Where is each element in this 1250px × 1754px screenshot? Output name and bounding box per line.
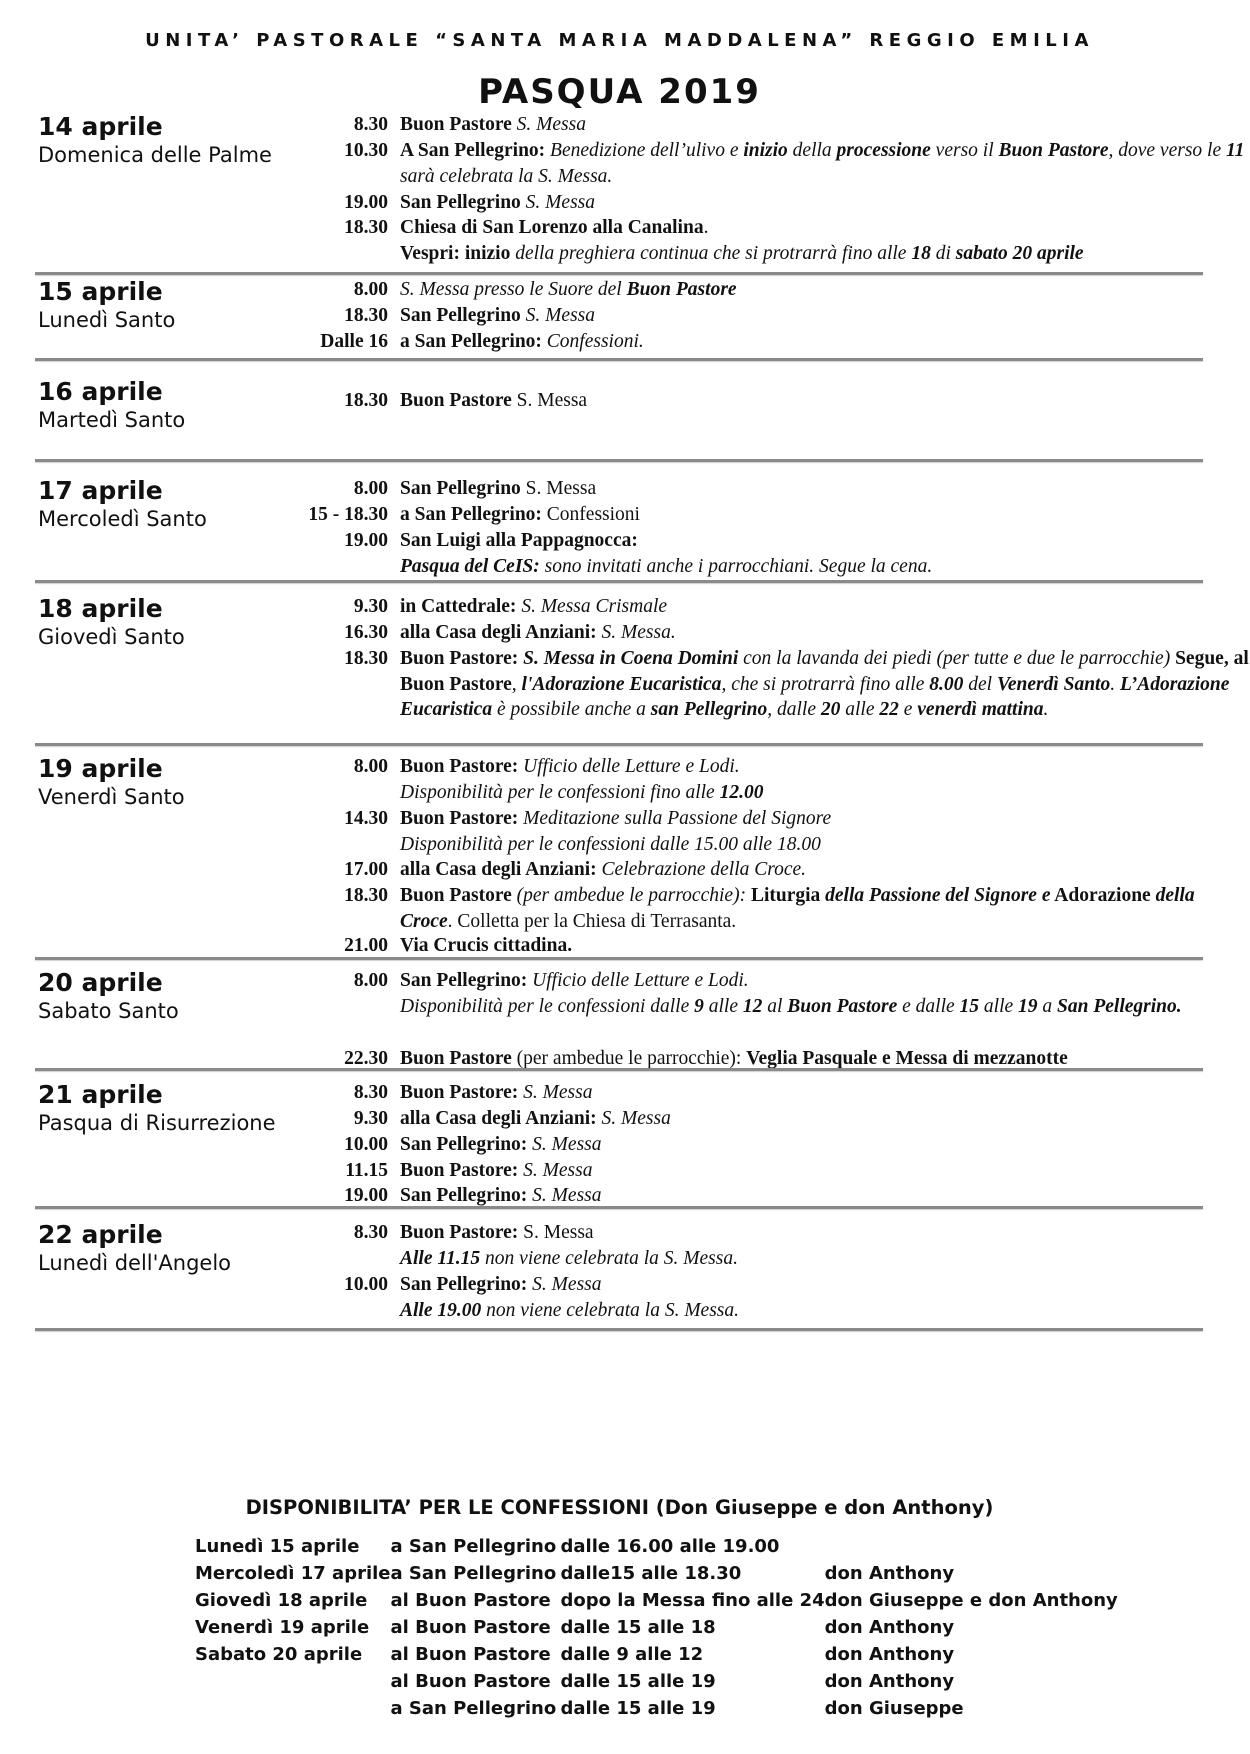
confession-priest: don Anthony: [824, 1563, 955, 1584]
entry-text-part: S. Messa: [520, 478, 597, 499]
entry-text-part: .: [1043, 699, 1049, 720]
section-divider: [35, 1068, 1203, 1071]
confession-hours: dalle 16.00 alle 19.00: [560, 1536, 780, 1557]
day-date: 16 aprile: [38, 377, 163, 406]
entry-time: 11.15: [345, 1160, 388, 1181]
confession-day: Mercoledì 17 aprile: [195, 1563, 391, 1584]
day-date: 18 aprile: [38, 594, 163, 623]
entry-text-part: Buon Pastore:: [400, 808, 519, 829]
entry-text-part: Buon Pastore: [400, 885, 512, 906]
day-date: 22 aprile: [38, 1220, 163, 1249]
entry-text-part: Liturgia: [746, 885, 821, 906]
confession-hours: dalle 15 alle 19: [560, 1698, 716, 1719]
entry-text-part: S. Messa: [518, 1222, 594, 1243]
entry-text: [400, 112, 1250, 138]
schedule-entry: [35, 646, 1249, 723]
entry-text-part: S. Messa Crismale: [516, 596, 668, 617]
day-date: 21 aprile: [38, 1080, 163, 1109]
section-divider: [35, 1328, 1203, 1331]
entry-text-part: Ufficio delle Letture e Lodi.: [518, 756, 740, 777]
schedule-entry: [35, 1246, 1205, 1272]
entry-time: 16.30: [344, 622, 388, 643]
entry-text-part: 8.00: [929, 673, 964, 695]
schedule-entry: [35, 832, 1205, 858]
schedule-entry: [35, 1106, 1205, 1132]
entry-text: [400, 1272, 1250, 1298]
entry-text-part: S. Messa: [518, 1160, 593, 1181]
confession-day: Sabato 20 aprile: [195, 1644, 363, 1665]
confession-hours: dalle15 alle 18.30: [560, 1563, 742, 1584]
entry-text-part: della preghiera continua che si protrarrà fino alle: [510, 243, 912, 264]
confession-hours: dalle 15 alle 18: [560, 1617, 716, 1638]
entry-time: 14.30: [344, 808, 388, 829]
entry-text-part: della Croce: [400, 885, 1195, 932]
entry-text: [400, 303, 1250, 329]
entry-time: 19.00: [344, 530, 388, 551]
entry-text: [400, 1106, 1250, 1132]
day-name: Martedì Santo: [38, 408, 186, 432]
entry-text-part: san Pellegrino: [650, 699, 768, 720]
entry-text: [400, 933, 1250, 959]
schedule-entry: [35, 1132, 1205, 1158]
section-divider: [35, 272, 1203, 275]
entry-text-part: Benedizione dell’ulivo e: [545, 140, 744, 161]
entry-text: [400, 329, 1250, 355]
confession-row: [195, 1617, 1118, 1644]
schedule-entry: [35, 806, 1205, 832]
schedule-entry: [35, 112, 1205, 138]
entry-text-part: (per ambedue le parrocchie):: [511, 1048, 747, 1069]
entry-text-part: Buon Pastore: [400, 1048, 512, 1069]
confession-priest: don Giuseppe: [824, 1698, 964, 1719]
entry-text-part: San Pellegrino:: [400, 1185, 528, 1206]
entry-text-part: 22: [879, 699, 899, 720]
entry-text-part: S. Messa: [596, 1108, 671, 1129]
entry-time: 17.00: [344, 859, 388, 880]
entry-time: 8.30: [353, 1082, 388, 1103]
entry-text-part: l'Adorazione Eucaristica: [521, 673, 722, 695]
confessions-table: [195, 1536, 1118, 1725]
entry-text-part: è possibile anche a: [492, 699, 651, 720]
entry-text-part: Meditazione sulla Passione del Signore: [518, 808, 832, 829]
entry-time: 21.00: [344, 935, 388, 956]
entry-text-part: San Luigi alla Pappagnocca:: [400, 530, 638, 551]
entry-time: 15 - 18.30: [308, 504, 388, 525]
entry-text: [400, 1183, 1250, 1209]
entry-text-part: S. Messa: [518, 1082, 593, 1103]
confession-row: [195, 1644, 1118, 1671]
entry-text-part: Buon Pastore: [998, 140, 1109, 161]
section-divider: [35, 459, 1203, 462]
schedule-entry: [35, 857, 1205, 883]
schedule-entry: [35, 528, 1205, 554]
entry-text-part: 9: [694, 996, 704, 1017]
entry-text-part: in Cattedrale:: [400, 596, 517, 617]
day-name: Sabato Santo: [38, 999, 179, 1023]
schedule-entry: [35, 190, 1205, 216]
entry-text-part: Adorazione: [1050, 885, 1151, 906]
entry-time: 8.30: [353, 1222, 388, 1243]
entry-text-part: Disponibilità per le confessioni dalle: [400, 996, 695, 1017]
entry-text-part: sarà celebrata la S. Messa.: [400, 165, 613, 187]
entry-text-part: Venerdì Santo: [996, 673, 1111, 695]
entry-text: [400, 215, 1250, 241]
schedule-entry: [35, 994, 1205, 1020]
entry-time: 9.30: [353, 596, 388, 617]
parish-unit-header: UNITA’ PASTORALE “SANTA MARIA MADDALENA” REGGIO EMILIA: [145, 30, 1094, 51]
section-divider: [35, 957, 1203, 960]
entry-text: [400, 994, 1250, 1020]
confession-priest: don Anthony: [824, 1644, 955, 1665]
entry-text-part: San Pellegrino:: [400, 1134, 528, 1155]
entry-text-part: alla Casa degli Anziani:: [400, 859, 597, 880]
confession-row: [195, 1698, 1118, 1725]
entry-text-part: Veglia Pasquale e Messa di mezzanotte: [746, 1048, 1068, 1069]
entry-text-part: San Pellegrino: [400, 305, 521, 326]
entry-time: 22.30: [344, 1048, 388, 1069]
entry-text-part: di: [930, 243, 956, 264]
entry-text-part: Buon Pastore: [787, 996, 898, 1017]
entry-time: 18.30: [344, 217, 388, 238]
entry-text-part: del: [963, 673, 997, 695]
entry-text-part: Alle 11.15: [400, 1248, 481, 1269]
confession-day: Giovedì 18 aprile: [195, 1590, 368, 1611]
entry-time: 18.30: [344, 885, 388, 906]
entry-text-part: non viene celebrata la S. Messa.: [481, 1300, 740, 1321]
entry-text-part: della: [787, 140, 837, 161]
entry-text: [400, 857, 1250, 883]
entry-text: [400, 620, 1250, 646]
entry-text-part: Buon Pastore:: [400, 648, 519, 669]
entry-text-part: Buon Pastore:: [400, 756, 519, 777]
entry-time: 8.00: [353, 279, 388, 300]
entry-text-part: Vespri: inizio: [400, 243, 511, 264]
entry-time: 9.30: [353, 1108, 388, 1129]
confession-day: Lunedì 15 aprile: [195, 1536, 360, 1557]
entry-text-part: San Pellegrino: [400, 192, 521, 213]
entry-text-part: al: [762, 996, 788, 1017]
entry-time: 10.00: [344, 1134, 388, 1155]
entry-time: 19.00: [344, 192, 388, 213]
entry-time: 10.30: [344, 140, 388, 161]
entry-text: [400, 1080, 1250, 1106]
entry-text-part: sono invitati anche i parrocchiani. Segue la cena.: [539, 556, 933, 577]
entry-text: [400, 1298, 1250, 1324]
schedule-entry: [35, 215, 1205, 241]
schedule-entry: [35, 388, 1205, 414]
schedule-entry: [35, 1158, 1205, 1184]
entry-text-part: Chiesa di San Lorenzo alla Canalina: [400, 217, 704, 238]
entry-text: [400, 1132, 1250, 1158]
confession-day: [195, 1671, 391, 1698]
entry-text-part: . Colletta per la Chiesa di Terrasanta.: [447, 910, 737, 932]
entry-text-part: Segue, al Buon Pastore: [400, 648, 1249, 695]
entry-text-part: S. Messa: [527, 1185, 602, 1206]
schedule-entry: [35, 138, 1245, 189]
entry-text-part: S. Messa: [511, 390, 588, 411]
schedule-entry: [35, 303, 1205, 329]
schedule-entry: [35, 241, 1205, 267]
confession-hours: dalle 15 alle 19: [560, 1671, 716, 1692]
entry-text-part: a San Pellegrino:: [400, 504, 542, 525]
entry-text: [400, 646, 1250, 723]
entry-text-part: (per ambedue le parrocchie):: [511, 885, 747, 906]
entry-text-part: S. Messa: [520, 192, 595, 213]
entry-text-part: 19: [1018, 996, 1038, 1017]
entry-text: [400, 138, 1250, 189]
entry-text: [400, 476, 1250, 502]
day-name: Mercoledì Santo: [38, 507, 207, 531]
schedule-entry: [35, 883, 1205, 934]
entry-text: [400, 277, 1250, 303]
entry-text: [400, 241, 1250, 267]
entry-text-part: alle: [840, 699, 880, 720]
entry-text-part: Buon Pastore:: [400, 1160, 519, 1181]
entry-text-part: 15: [959, 996, 980, 1017]
entry-time: 18.30: [344, 305, 388, 326]
day-name: Lunedì Santo: [38, 308, 176, 332]
day-date: 17 aprile: [38, 476, 163, 505]
schedule-entry: [35, 476, 1205, 502]
entry-time: Dalle 16: [320, 331, 388, 352]
entry-text-part: .: [1110, 673, 1120, 695]
entry-text-part: San Pellegrino: [400, 478, 521, 499]
entry-text-part: Ufficio delle Letture e Lodi.: [527, 970, 749, 991]
entry-text-part: processione: [836, 140, 931, 161]
entry-text-part: con la lavanda dei piedi (per tutte e due le parrocchie): [738, 648, 1171, 669]
confession-priest: don Giuseppe e don Anthony: [824, 1590, 1118, 1611]
entry-text-part: San Pellegrino:: [400, 1274, 528, 1295]
confession-row: [195, 1536, 1118, 1563]
entry-text-part: San Pellegrino:: [400, 970, 528, 991]
entry-text: [400, 832, 1250, 858]
entry-text-part: Buon Pastore:: [400, 1082, 519, 1103]
confession-hours: dalle 9 alle 12: [560, 1644, 704, 1665]
entry-text-part: S. Messa: [527, 1274, 602, 1295]
entry-text-part: inizio: [743, 140, 788, 161]
entry-text-part: .: [703, 217, 709, 238]
entry-text-part: , che si protrarrà fino alle: [721, 673, 930, 695]
confession-row: [195, 1671, 1118, 1698]
entry-text-part: sabato 20 aprile: [955, 243, 1084, 264]
entry-text: [400, 502, 1250, 528]
confession-place: a San Pellegrino: [390, 1698, 557, 1719]
entry-text-part: alla Casa degli Anziani:: [400, 1108, 597, 1129]
schedule-entry: [35, 502, 1205, 528]
schedule-entry: [35, 1183, 1205, 1209]
schedule-entry: [35, 620, 1205, 646]
confession-place: al Buon Pastore: [390, 1644, 551, 1665]
entry-text-part: alla Casa degli Anziani:: [400, 622, 597, 643]
section-divider: [35, 743, 1203, 746]
entry-text-part: Disponibilità per le confessioni dalle 15.00 alle 18.00: [400, 834, 821, 855]
entry-text-part: a San Pellegrino:: [400, 331, 542, 352]
entry-text-part: 11: [1225, 140, 1245, 161]
confession-priest: don Anthony: [824, 1617, 955, 1638]
entry-text-part: Confessioni.: [541, 331, 644, 352]
day-name: Venerdì Santo: [38, 785, 185, 809]
confession-place: al Buon Pastore: [390, 1617, 551, 1638]
entry-time: 18.30: [344, 648, 388, 669]
entry-text: [400, 1158, 1250, 1184]
day-date: 15 aprile: [38, 277, 163, 306]
entry-text-part: San Pellegrino.: [1057, 996, 1182, 1017]
entry-text-part: L’Adorazione Eucaristica: [400, 673, 1230, 720]
page-title: PASQUA 2019: [478, 72, 761, 112]
day-date: 19 aprile: [38, 754, 163, 783]
day-date: 20 aprile: [38, 968, 163, 997]
entry-text-part: 18: [911, 243, 931, 264]
entry-text: [400, 754, 1250, 780]
entry-text: [400, 594, 1250, 620]
entry-text-part: ,: [511, 673, 522, 695]
entry-text: [400, 806, 1250, 832]
day-name: Domenica delle Palme: [38, 143, 272, 167]
section-divider: [35, 358, 1203, 361]
schedule-entry: [35, 277, 1205, 303]
entry-text-part: Disponibilità per le confessioni fino alle: [400, 782, 720, 803]
confession-day: [195, 1698, 391, 1725]
entry-text-part: 12: [742, 996, 763, 1017]
entry-text: [400, 968, 1250, 994]
schedule-entry: [35, 968, 1205, 994]
day-name: Pasqua di Risurrezione: [38, 1111, 276, 1135]
confession-place: a San Pellegrino: [390, 1536, 557, 1557]
section-divider: [35, 1206, 1203, 1209]
entry-text-part: alle: [703, 996, 743, 1017]
entry-text-part: , dalle: [767, 699, 821, 720]
entry-text-part: non viene celebrata la S. Messa.: [480, 1248, 738, 1269]
entry-text-part: Pasqua del CeIS:: [400, 556, 540, 577]
schedule-entry: [35, 554, 1205, 580]
confession-priest: [825, 1536, 1118, 1563]
entry-text-part: S. Messa: [520, 305, 595, 326]
day-date: 14 aprile: [38, 112, 163, 141]
confession-hours: dopo la Messa fino alle 24: [560, 1590, 825, 1611]
confession-row: [195, 1563, 1118, 1590]
section-divider: [35, 580, 1203, 583]
entry-text-part: della Passione del Signore e: [820, 885, 1051, 906]
entry-text-part: e: [898, 699, 918, 720]
day-name: Lunedì dell'Angelo: [38, 1251, 232, 1275]
entry-text-part: Celebrazione della Croce.: [596, 859, 807, 880]
entry-text: [400, 883, 1250, 934]
entry-time: 8.00: [353, 756, 388, 777]
entry-text: [400, 1246, 1250, 1272]
entry-time: 8.30: [353, 114, 388, 135]
entry-text-part: a: [1037, 996, 1058, 1017]
day-name: Giovedì Santo: [38, 625, 185, 649]
confession-priest: don Anthony: [824, 1671, 955, 1692]
entry-text: [400, 554, 1250, 580]
schedule-entry: [35, 1220, 1205, 1246]
entry-time: 10.00: [344, 1274, 388, 1295]
entry-text-part: S. Messa.: [596, 622, 676, 643]
entry-text-part: Buon Pastore: [400, 390, 512, 411]
entry-text: [400, 1220, 1250, 1246]
entry-text-part: A San Pellegrino:: [400, 140, 546, 161]
confession-place: al Buon Pastore: [390, 1671, 551, 1692]
entry-text-part: S. Messa presso le Suore del: [400, 279, 627, 300]
entry-text-part: Confessioni: [541, 504, 640, 525]
schedule-entry: [35, 1080, 1205, 1106]
confessions-title: DISPONIBILITA’ PER LE CONFESSIONI (Don Giuseppe e don Anthony): [245, 1496, 994, 1519]
entry-text-part: venerdì mattina: [917, 699, 1044, 720]
confession-day: Venerdì 19 aprile: [195, 1617, 370, 1638]
entry-time: 19.00: [344, 1185, 388, 1206]
schedule-entry: [35, 933, 1205, 959]
entry-text-part: S. Messa: [527, 1134, 602, 1155]
schedule-entry: [35, 594, 1205, 620]
entry-text-part: Buon Pastore: [626, 279, 737, 300]
confession-place: al Buon Pastore: [390, 1590, 551, 1611]
entry-text-part: 12.00: [719, 782, 764, 803]
entry-time: 8.00: [353, 478, 388, 499]
schedule-entry: [35, 1272, 1205, 1298]
entry-time: 8.00: [353, 970, 388, 991]
entry-text: [400, 388, 1250, 414]
entry-text-part: , dove verso le: [1108, 140, 1226, 161]
confession-place: a San Pellegrino: [390, 1563, 557, 1584]
entry-time: 18.30: [344, 390, 388, 411]
entry-text: [400, 780, 1250, 806]
entry-text: [400, 190, 1250, 216]
entry-text-part: Buon Pastore: [400, 114, 512, 135]
entry-text-part: S. Messa: [511, 114, 586, 135]
entry-text-part: Via Crucis cittadina.: [400, 935, 573, 956]
entry-text-part: 20: [820, 699, 841, 720]
entry-text-part: verso il: [930, 140, 999, 161]
schedule-entry: [35, 329, 1205, 355]
entry-text-part: S. Messa in Coena Domini: [523, 648, 739, 669]
schedule-entry: [35, 780, 1205, 806]
entry-text-part: Buon Pastore:: [400, 1222, 519, 1243]
entry-text-part: Alle 19.00: [400, 1300, 482, 1321]
confession-row: [195, 1590, 1118, 1617]
entry-text: [400, 528, 1250, 554]
schedule-entry: [35, 754, 1205, 780]
entry-text-part: e dalle: [897, 996, 960, 1017]
schedule-entry: [35, 1298, 1205, 1324]
entry-text-part: alle: [979, 996, 1019, 1017]
